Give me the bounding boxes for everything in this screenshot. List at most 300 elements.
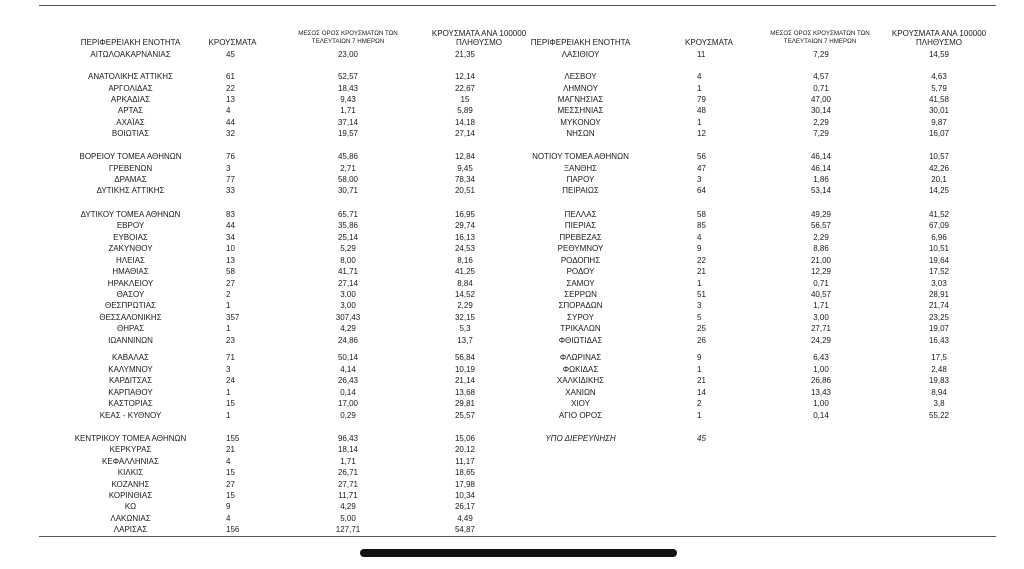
bottom-rule [39, 536, 996, 537]
cases-cell: 77 [226, 175, 235, 184]
avg7-cell: 0,29 [340, 411, 356, 420]
avg7-cell: 0,71 [813, 84, 829, 93]
per100k-cell: 16,07 [928, 129, 950, 138]
table-row [0, 95, 1024, 105]
per100k-cell: 13,7 [457, 336, 473, 345]
avg7-cell: 4,29 [340, 502, 356, 511]
region-cell: ΠΡΕΒΕΖΑΣ [559, 233, 602, 242]
header-avg7-left-line1: ΜΕΣΟΣ ΟΡΟΣ ΚΡΟΥΣΜΑΤΩΝ ΤΩΝ [298, 30, 398, 37]
region-cell: ΚΕΦΑΛΛΗΝΙΑΣ [102, 457, 159, 466]
region-cell: ΛΗΜΝΟΥ [563, 84, 598, 93]
table-row [0, 164, 1024, 174]
region-cell: ΠΕΙΡΑΙΩΣ [562, 186, 599, 195]
region-cell: ΚΑΒΑΛΑΣ [112, 353, 149, 362]
cases-cell: 3 [226, 365, 231, 374]
region-cell: ΞΑΝΘΗΣ [563, 164, 598, 173]
cases-cell: 21 [697, 376, 706, 385]
region-cell: ΒΟΡΕΙΟΥ ΤΟΜΕΑ ΑΘΗΝΩΝ [79, 152, 182, 161]
per100k-cell: 16,95 [454, 210, 476, 219]
table-row [0, 365, 1024, 375]
avg7-cell: 40,57 [810, 290, 832, 299]
header-avg7-right-line2: ΤΕΛΕΥΤΑΙΩΝ 7 ΗΜΕΡΩΝ [783, 38, 857, 45]
cases-cell: 58 [226, 267, 235, 276]
avg7-cell: 4,57 [813, 72, 829, 81]
per100k-cell: 20,12 [454, 445, 476, 454]
region-cell: ΑΝΑΤΟΛΙΚΗΣ ΑΤΤΙΚΗΣ [88, 72, 173, 81]
header-per100k-left-line1: ΚΡΟΥΣΜΑΤΑ ΑΝΑ 100000 [431, 29, 527, 38]
cases-cell: 1 [697, 411, 702, 420]
region-cell: ΣΑΜΟΥ [566, 279, 595, 288]
avg7-cell: 52,57 [337, 72, 359, 81]
region-cell: ΛΑΚΩΝΙΑΣ [110, 514, 151, 523]
cases-cell: 83 [226, 210, 235, 219]
cases-cell: 15 [226, 491, 235, 500]
per100k-cell: 9,45 [457, 164, 473, 173]
region-cell: ΦΩΚΙΔΑΣ [562, 365, 599, 374]
region-cell: ΘΕΣΣΑΛΟΝΙΚΗΣ [99, 313, 162, 322]
cases-cell: 24 [226, 376, 235, 385]
table-row [0, 210, 1024, 220]
cases-cell: 44 [226, 118, 235, 127]
table-row [0, 301, 1024, 311]
region-cell: ΠΕΛΛΑΣ [564, 210, 597, 219]
avg7-cell: 56,57 [810, 221, 832, 230]
avg7-cell: 2,71 [340, 164, 356, 173]
header-per100k-left-line2: ΠΛΗΘΥΣΜΟ [455, 38, 503, 47]
table-row [0, 457, 1024, 467]
region-cell: ΛΑΣΙΘΙΟΥ [561, 50, 600, 59]
table-row [0, 313, 1024, 323]
cases-cell: 357 [226, 313, 240, 322]
cases-cell: 76 [226, 152, 235, 161]
avg7-cell: 12,29 [810, 267, 832, 276]
region-cell: ΚΑΡΔΙΤΣΑΣ [108, 376, 153, 385]
avg7-cell: 65,71 [337, 210, 359, 219]
per100k-cell: 3,8 [933, 399, 945, 408]
avg7-cell: 41,71 [337, 267, 359, 276]
region-cell: ΑΡΚΑΔΙΑΣ [110, 95, 151, 104]
per100k-cell: 16,13 [454, 233, 476, 242]
per100k-cell: 55,22 [928, 411, 950, 420]
cases-cell: 9 [697, 353, 702, 362]
avg7-cell: 46,14 [810, 152, 832, 161]
header-avg7-left [288, 30, 408, 46]
per100k-cell: 5,89 [457, 106, 473, 115]
region-cell: ΗΛΕΙΑΣ [116, 256, 145, 265]
table-row [0, 84, 1024, 94]
cases-cell: 34 [226, 233, 235, 242]
table-row [0, 388, 1024, 398]
per100k-cell: 32,15 [454, 313, 476, 322]
region-cell: ΘΑΣΟΥ [116, 290, 145, 299]
per100k-cell: 26,17 [454, 502, 476, 511]
per100k-cell: 56,84 [454, 353, 476, 362]
table-row [0, 256, 1024, 266]
per100k-cell: 6,96 [931, 233, 947, 242]
table-row [0, 514, 1024, 524]
per100k-cell: 14,59 [928, 50, 950, 59]
avg7-cell: 24,86 [337, 336, 359, 345]
cases-cell: 10 [226, 244, 235, 253]
avg7-cell: 11,71 [338, 491, 358, 500]
per100k-cell: 10,51 [928, 244, 950, 253]
avg7-cell: 23,00 [337, 50, 359, 59]
region-cell: ΖΑΚΥΝΘΟΥ [108, 244, 153, 253]
avg7-cell: 3,00 [340, 290, 356, 299]
region-cell: ΣΠΟΡΑΔΩΝ [558, 301, 603, 310]
avg7-cell: 58,00 [337, 175, 359, 184]
avg7-cell: 45,86 [337, 152, 359, 161]
table-row [0, 468, 1024, 478]
avg7-cell: 8,00 [340, 256, 356, 265]
cases-cell: 45 [697, 434, 706, 443]
table-row [0, 290, 1024, 300]
region-cell: ΥΠΟ ΔΙΕΡΕΥΝΗΣΗ [545, 434, 616, 443]
cases-cell: 22 [226, 84, 235, 93]
region-cell: ΣΕΡΡΩΝ [564, 290, 597, 299]
table-row [0, 336, 1024, 346]
avg7-cell: 8,86 [813, 244, 829, 253]
per100k-cell: 4,49 [457, 514, 473, 523]
region-cell: ΑΓΙΟ ΟΡΟΣ [558, 411, 603, 420]
region-cell: ΒΟΙΩΤΙΑΣ [111, 129, 150, 138]
region-cell: ΕΥΒΟΙΑΣ [113, 233, 148, 242]
region-cell: ΚΕΝΤΡΙΚΟΥ ΤΟΜΕΑ ΑΘΗΝΩΝ [74, 434, 187, 443]
region-cell: ΚΟΖΑΝΗΣ [111, 480, 150, 489]
per100k-cell: 5,79 [931, 84, 947, 93]
cases-cell: 1 [697, 279, 702, 288]
cases-cell: 4 [226, 106, 231, 115]
avg7-cell: 1,71 [340, 457, 356, 466]
cases-cell: 4 [697, 233, 702, 242]
header-per100k-right-line1: ΚΡΟΥΣΜΑΤΑ ΑΝΑ 100000 [891, 29, 987, 38]
cases-cell: 12 [697, 129, 706, 138]
header-avg7-left-line2: ΤΕΛΕΥΤΑΙΩΝ 7 ΗΜΕΡΩΝ [311, 38, 385, 45]
avg7-cell: 1,71 [340, 106, 356, 115]
avg7-cell: 4,14 [340, 365, 356, 374]
cases-cell: 1 [697, 365, 702, 374]
avg7-cell: 30,71 [337, 186, 359, 195]
cases-cell: 23 [226, 336, 235, 345]
region-cell: ΡΟΔΟΥ [566, 267, 595, 276]
region-cell: ΣΥΡΟΥ [567, 313, 594, 322]
per100k-cell: 16,43 [928, 336, 950, 345]
per100k-cell: 8,84 [457, 279, 473, 288]
per100k-cell: 30,01 [928, 106, 950, 115]
per100k-cell: 54,87 [454, 525, 476, 534]
per100k-cell: 8,94 [931, 388, 947, 397]
per100k-cell: 20,51 [454, 186, 476, 195]
avg7-cell: 25,14 [337, 233, 359, 242]
avg7-cell: 53,14 [810, 186, 832, 195]
per100k-cell: 15,06 [454, 434, 476, 443]
header-avg7-right-line1: ΜΕΣΟΣ ΟΡΟΣ ΚΡΟΥΣΜΑΤΩΝ ΤΩΝ [770, 30, 870, 37]
per100k-cell: 25,57 [454, 411, 476, 420]
cases-cell: 4 [226, 514, 231, 523]
avg7-cell: 6,43 [813, 353, 829, 362]
cases-cell: 4 [226, 457, 231, 466]
table-row [0, 244, 1024, 254]
avg7-cell: 3,00 [340, 301, 356, 310]
cases-cell: 27 [226, 480, 235, 489]
region-cell: ΘΕΣΠΡΩΤΙΑΣ [105, 301, 156, 310]
region-cell: ΚΑΣΤΟΡΙΑΣ [108, 399, 153, 408]
region-cell: ΜΑΓΝΗΣΙΑΣ [557, 95, 604, 104]
cases-cell: 56 [697, 152, 706, 161]
avg7-cell: 17,00 [337, 399, 359, 408]
region-cell: ΚΕΑΣ - ΚΥΘΝΟΥ [99, 411, 162, 420]
header-region-right: ΠΕΡΙΦΕΡΕΙΑΚΗ ΕΝΟΤΗΤΑ [530, 38, 631, 47]
avg7-cell: 18,14 [337, 445, 359, 454]
cases-cell: 64 [697, 186, 706, 195]
table-row [0, 267, 1024, 277]
per100k-cell: 19,07 [928, 324, 950, 333]
avg7-cell: 27,71 [810, 324, 832, 333]
per100k-cell: 17,5 [931, 353, 947, 362]
per100k-cell: 15 [460, 95, 470, 104]
region-cell: ΦΛΩΡΙΝΑΣ [559, 353, 602, 362]
cases-cell: 51 [697, 290, 706, 299]
cases-cell: 1 [226, 411, 231, 420]
per100k-cell: 20,1 [931, 175, 947, 184]
cases-cell: 26 [697, 336, 706, 345]
region-cell: ΘΗΡΑΣ [116, 324, 145, 333]
cases-cell: 9 [697, 244, 702, 253]
table-row [0, 525, 1024, 535]
per100k-cell: 10,34 [454, 491, 476, 500]
region-cell: ΑΙΤΩΛΟΑΚΑΡΝΑΝΙΑΣ [90, 50, 171, 59]
table-row [0, 221, 1024, 231]
per100k-cell: 27,14 [454, 129, 476, 138]
avg7-cell: 21,00 [810, 256, 832, 265]
avg7-cell: 1,86 [813, 175, 829, 184]
per100k-cell: 67,09 [928, 221, 950, 230]
region-cell: ΝΟΤΙΟΥ ΤΟΜΕΑ ΑΘΗΝΩΝ [532, 152, 629, 161]
avg7-cell: 30,14 [810, 106, 832, 115]
avg7-cell: 26,71 [337, 468, 359, 477]
per100k-cell: 19,64 [928, 256, 950, 265]
avg7-cell: 127,71 [335, 525, 361, 534]
cases-cell: 13 [226, 95, 235, 104]
avg7-cell: 9,43 [340, 95, 356, 104]
cases-cell: 21 [226, 445, 235, 454]
cases-cell: 71 [226, 353, 235, 362]
per100k-cell: 41,58 [928, 95, 950, 104]
per100k-cell: 14,25 [928, 186, 950, 195]
avg7-cell: 307,43 [335, 313, 361, 322]
avg7-cell: 2,29 [813, 118, 829, 127]
table-row [0, 129, 1024, 139]
region-cell: ΜΕΣΣΗΝΙΑΣ [557, 106, 604, 115]
header-region-left: ΠΕΡΙΦΕΡΕΙΑΚΗ ΕΝΟΤΗΤΑ [80, 38, 181, 47]
cases-cell: 85 [697, 221, 706, 230]
avg7-cell: 46,14 [810, 164, 832, 173]
cases-cell: 1 [226, 301, 231, 310]
table-row [0, 175, 1024, 185]
per100k-cell: 23,25 [928, 313, 950, 322]
region-cell: ΧΑΝΙΩΝ [565, 388, 596, 397]
region-cell: ΑΡΓΟΛΙΔΑΣ [108, 84, 153, 93]
header-per100k-right [880, 29, 998, 47]
region-cell: ΠΙΕΡΙΑΣ [564, 221, 597, 230]
cases-cell: 15 [226, 468, 235, 477]
per100k-cell: 28,91 [928, 290, 950, 299]
per100k-cell: 10,57 [928, 152, 950, 161]
header-avg7-right [760, 30, 880, 46]
region-cell: ΡΟΔΟΠΗΣ [560, 256, 601, 265]
avg7-cell: 7,29 [813, 50, 829, 59]
cases-cell: 13 [226, 256, 235, 265]
cases-cell: 61 [226, 72, 235, 81]
table-row [0, 491, 1024, 501]
avg7-cell: 0,71 [813, 279, 829, 288]
table-row [0, 324, 1024, 334]
cases-cell: 11 [697, 50, 706, 59]
cases-cell: 44 [226, 221, 235, 230]
per100k-cell: 14,18 [454, 118, 476, 127]
table-row [0, 502, 1024, 512]
per100k-cell: 42,26 [928, 164, 950, 173]
cases-cell: 48 [697, 106, 706, 115]
table-row [0, 434, 1024, 444]
avg7-cell: 50,14 [337, 353, 359, 362]
avg7-cell: 26,43 [337, 376, 359, 385]
per100k-cell: 78,34 [454, 175, 476, 184]
region-cell: ΜΥΚΟΝΟΥ [560, 118, 601, 127]
cases-cell: 15 [226, 399, 235, 408]
region-cell: ΗΡΑΚΛΕΙΟΥ [107, 279, 154, 288]
avg7-cell: 4,29 [340, 324, 356, 333]
per100k-cell: 8,16 [457, 256, 473, 265]
avg7-cell: 18,43 [337, 84, 359, 93]
cases-cell: 1 [697, 84, 702, 93]
per100k-cell: 29,81 [454, 399, 476, 408]
avg7-cell: 35,86 [337, 221, 359, 230]
avg7-cell: 0,14 [340, 388, 356, 397]
cases-cell: 27 [226, 279, 235, 288]
per100k-cell: 14,52 [454, 290, 476, 299]
table-row [0, 279, 1024, 289]
per100k-cell: 12,84 [454, 152, 476, 161]
region-cell: ΚΑΛΥΜΝΟΥ [108, 365, 153, 374]
region-cell: ΙΩΑΝΝΙΝΩΝ [108, 336, 153, 345]
per100k-cell: 3,03 [931, 279, 947, 288]
table-row [0, 480, 1024, 490]
per100k-cell: 17,98 [454, 480, 476, 489]
avg7-cell: 7,29 [813, 129, 829, 138]
region-cell: ΠΑΡΟΥ [566, 175, 595, 184]
cases-cell: 2 [697, 399, 702, 408]
avg7-cell: 5,00 [340, 514, 356, 523]
region-cell: ΑΡΤΑΣ [117, 106, 144, 115]
table-row [0, 399, 1024, 409]
per100k-cell: 10,19 [454, 365, 476, 374]
cases-cell: 1 [226, 324, 231, 333]
per100k-cell: 21,74 [928, 301, 950, 310]
cases-cell: 79 [697, 95, 706, 104]
avg7-cell: 1,00 [813, 399, 829, 408]
header-per100k-right-line2: ΠΛΗΘΥΣΜΟ [915, 38, 963, 47]
region-cell: ΑΧΑΪΑΣ [116, 118, 145, 127]
cases-cell: 2 [226, 290, 231, 299]
cases-cell: 58 [697, 210, 706, 219]
per100k-cell: 41,52 [928, 210, 950, 219]
avg7-cell: 3,00 [813, 313, 829, 322]
cases-cell: 25 [697, 324, 706, 333]
avg7-cell: 5,29 [340, 244, 356, 253]
avg7-cell: 2,29 [813, 233, 829, 242]
region-cell: ΕΒΡΟΥ [116, 221, 145, 230]
header-cases-left: ΚΡΟΥΣΜΑΤΑ [208, 38, 257, 47]
table-row [0, 376, 1024, 386]
region-cell: ΚΑΡΠΑΘΟΥ [108, 388, 153, 397]
table-row [0, 72, 1024, 82]
cases-cell: 4 [697, 72, 702, 81]
per100k-cell: 29,74 [454, 221, 476, 230]
table-row [0, 50, 1024, 60]
avg7-cell: 96,43 [337, 434, 359, 443]
region-cell: ΔΡΑΜΑΣ [114, 175, 147, 184]
region-cell: ΓΡΕΒΕΝΩΝ [108, 164, 153, 173]
per100k-cell: 12,14 [454, 72, 476, 81]
per100k-cell: 19,83 [928, 376, 950, 385]
table-row [0, 445, 1024, 455]
per100k-cell: 22,67 [454, 84, 476, 93]
per100k-cell: 18,65 [454, 468, 476, 477]
cases-cell: 156 [226, 525, 240, 534]
table-row [0, 353, 1024, 363]
table-row [0, 233, 1024, 243]
region-cell: ΡΕΘΥΜΝΟΥ [557, 244, 604, 253]
per100k-cell: 9,87 [931, 118, 947, 127]
avg7-cell: 1,00 [813, 365, 829, 374]
per100k-cell: 5,3 [459, 324, 471, 333]
home-indicator[interactable] [360, 549, 677, 557]
per100k-cell: 24,53 [454, 244, 476, 253]
avg7-cell: 13,43 [810, 388, 832, 397]
table-row [0, 411, 1024, 421]
region-cell: ΦΘΙΩΤΙΔΑΣ [558, 336, 603, 345]
per100k-cell: 11,17 [455, 457, 475, 466]
avg7-cell: 1,71 [813, 301, 829, 310]
cases-cell: 14 [697, 388, 706, 397]
region-cell: ΚΙΛΚΙΣ [117, 468, 144, 477]
avg7-cell: 47,00 [810, 95, 832, 104]
cases-cell: 21 [697, 267, 706, 276]
cases-cell: 45 [226, 50, 235, 59]
region-cell: ΝΗΣΩΝ [566, 129, 595, 138]
region-cell: ΔΥΤΙΚΟΥ ΤΟΜΕΑ ΑΘΗΝΩΝ [80, 210, 181, 219]
region-cell: ΧΙΟΥ [571, 399, 590, 408]
per100k-cell: 2,29 [457, 301, 473, 310]
per100k-cell: 13,68 [454, 388, 476, 397]
avg7-cell: 26,86 [810, 376, 832, 385]
per100k-cell: 21,35 [454, 50, 476, 59]
table-row [0, 106, 1024, 116]
avg7-cell: 49,29 [810, 210, 832, 219]
per100k-cell: 41,25 [454, 267, 476, 276]
cases-cell: 33 [226, 186, 235, 195]
avg7-cell: 37,14 [337, 118, 359, 127]
avg7-cell: 27,71 [337, 480, 359, 489]
region-cell: ΤΡΙΚΑΛΩΝ [560, 324, 601, 333]
table-row [0, 152, 1024, 162]
region-cell: ΚΕΡΚΥΡΑΣ [109, 445, 152, 454]
avg7-cell: 0,14 [813, 411, 829, 420]
per100k-cell: 17,52 [928, 267, 950, 276]
cases-cell: 3 [697, 175, 702, 184]
table-row [0, 186, 1024, 196]
